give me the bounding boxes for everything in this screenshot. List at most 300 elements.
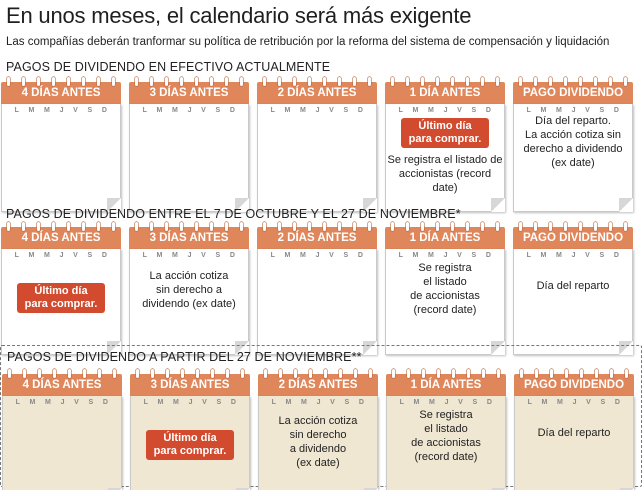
binder-ring-icon [8, 369, 11, 378]
binder-ring-icon [53, 369, 56, 378]
binder-ring-icon [324, 369, 327, 378]
weekday-label: L [143, 399, 149, 406]
last-buy-day-badge [17, 283, 106, 313]
weekday-label: J [443, 107, 448, 114]
binder-ring-icon [226, 369, 229, 378]
weekday-label: S [471, 252, 477, 259]
weekday-label: S [87, 252, 93, 259]
calendar-card-title: 3 DÍAS ANTES [149, 87, 229, 99]
binder-ring-icon [406, 77, 409, 86]
binder-rings [263, 77, 371, 85]
binder-rings [136, 369, 244, 377]
calendar-card-title: 2 DÍAS ANTES [277, 87, 357, 99]
weekday-label: V [73, 252, 79, 259]
weekday-row [515, 396, 633, 406]
binder-ring-icon [22, 222, 25, 231]
calendar-card-header [514, 374, 634, 396]
weekday-label: V [585, 107, 591, 114]
calendar-card-content [514, 279, 632, 293]
weekday-row [258, 249, 376, 259]
binder-ring-icon [294, 369, 297, 378]
weekday-label: M [413, 399, 420, 406]
binder-rings [391, 77, 499, 85]
binder-ring-icon [579, 77, 582, 86]
weekday-label: S [472, 399, 478, 406]
weekday-label: J [572, 399, 577, 406]
weekday-label: M [429, 399, 436, 406]
weekday-row [130, 104, 248, 114]
weekday-label: M [172, 252, 179, 259]
binder-ring-icon [68, 369, 71, 378]
calendar-card-title: PAGO DIVIDENDO [522, 87, 624, 99]
card-text-line: Se registra el listado de [387, 154, 503, 166]
calendar-card-title: 4 DÍAS ANTES [21, 232, 101, 244]
binder-ring-icon [166, 369, 169, 378]
binder-ring-icon [624, 222, 627, 231]
weekday-label: J [59, 107, 64, 114]
calendar-card-title: 3 DÍAS ANTES [149, 232, 229, 244]
card-text-line: La acción cotiza sin [525, 129, 621, 141]
calendar-card-body [130, 396, 250, 490]
weekday-label: S [343, 107, 349, 114]
calendar-card [129, 82, 249, 212]
binder-ring-icon [195, 77, 198, 86]
binder-ring-icon [579, 222, 582, 231]
page-title: En unos meses, el calendario será más exigente [6, 3, 472, 28]
binder-ring-icon [564, 222, 567, 231]
calendar-card-header [258, 374, 378, 396]
binder-ring-icon [196, 369, 199, 378]
badge-line: Último día [418, 120, 472, 132]
weekday-label: S [599, 107, 605, 114]
calendar-card-title: 1 DÍA ANTES [410, 379, 482, 391]
calendar-card-body [257, 249, 377, 355]
card-text-line: el listado [424, 423, 468, 435]
card-text-line: el listado [423, 276, 467, 288]
binder-ring-icon [309, 369, 312, 378]
calendar-card-content [514, 114, 632, 170]
binder-rings [263, 222, 371, 230]
weekday-label: M [428, 107, 435, 114]
weekday-label: M [28, 252, 35, 259]
binder-ring-icon [112, 222, 115, 231]
weekday-label: D [358, 399, 365, 406]
binder-ring-icon [594, 222, 597, 231]
calendar-card [1, 82, 121, 212]
card-text-line: a dividendo [289, 443, 347, 455]
binder-ring-icon [534, 222, 537, 231]
binder-ring-icon [210, 77, 213, 86]
binder-ring-icon [181, 369, 184, 378]
calendar-card-title: 4 DÍAS ANTES [21, 87, 101, 99]
weekday-row [386, 249, 504, 259]
weekday-label: J [315, 252, 320, 259]
weekday-label: M [44, 252, 51, 259]
binder-rings [7, 222, 115, 230]
calendar-card-header [129, 227, 249, 249]
weekday-label: L [14, 107, 20, 114]
weekday-label: V [74, 399, 80, 406]
weekday-row [131, 396, 249, 406]
binder-ring-icon [165, 77, 168, 86]
binder-ring-icon [421, 77, 424, 86]
calendar-card-title: PAGO DIVIDENDO [523, 379, 625, 391]
weekday-label: J [187, 252, 192, 259]
weekday-label: M [44, 107, 51, 114]
calendar-card-body [514, 396, 634, 490]
weekday-label: D [485, 252, 492, 259]
weekday-row [2, 104, 120, 114]
weekday-label: M [28, 107, 35, 114]
weekday-label: M [301, 399, 308, 406]
binder-ring-icon [353, 77, 356, 86]
binder-ring-icon [466, 222, 469, 231]
binder-ring-icon [135, 222, 138, 231]
badge-line: para comprar. [153, 445, 227, 457]
card-text-line: Se registra [419, 409, 473, 421]
weekday-label: V [201, 252, 207, 259]
calendar-card-body [2, 396, 122, 490]
calendar-card-title: 1 DÍA ANTES [409, 87, 481, 99]
binder-rings [519, 222, 627, 230]
card-text-line: Día del reparto [536, 280, 610, 292]
binder-ring-icon [180, 77, 183, 86]
weekday-label: L [398, 107, 404, 114]
binder-ring-icon [406, 222, 409, 231]
binder-ring-icon [436, 222, 439, 231]
calendar-card-title: 2 DÍAS ANTES [278, 379, 358, 391]
card-text-line: Día del reparto [537, 427, 611, 439]
calendar-card-header [130, 374, 250, 396]
calendar-card-content [131, 430, 249, 460]
card-text-line: de accionistas [411, 437, 481, 449]
calendar-card-title: PAGO DIVIDENDO [522, 232, 624, 244]
weekday-label: L [270, 107, 276, 114]
binder-ring-icon [180, 222, 183, 231]
binder-rings [391, 222, 499, 230]
section-heading: PAGOS DE DIVIDENDO EN EFECTIVO ACTUALMENTE [6, 60, 331, 74]
calendar-card-title: 2 DÍAS ANTES [277, 232, 357, 244]
calendar-card-header [513, 82, 633, 104]
weekday-row [386, 104, 504, 114]
binder-ring-icon [338, 222, 341, 231]
weekday-label: M [173, 399, 180, 406]
calendar-card [129, 227, 249, 355]
card-text-line: La acción cotiza [149, 270, 229, 282]
binder-ring-icon [466, 77, 469, 86]
weekday-label: J [571, 107, 576, 114]
card-text-line: de accionistas [410, 290, 480, 302]
binder-ring-icon [264, 369, 267, 378]
section-3 [0, 345, 642, 487]
weekday-label: M [556, 107, 563, 114]
binder-rings [135, 222, 243, 230]
binder-ring-icon [594, 77, 597, 86]
weekday-label: M [284, 252, 291, 259]
weekday-label: M [285, 399, 292, 406]
binder-ring-icon [97, 77, 100, 86]
weekday-label: L [399, 399, 405, 406]
binder-ring-icon [338, 77, 341, 86]
binder-ring-icon [241, 369, 244, 378]
weekday-label: L [271, 399, 277, 406]
calendar-card [1, 227, 121, 355]
binder-rings [392, 369, 500, 377]
weekday-label: M [412, 252, 419, 259]
binder-ring-icon [308, 222, 311, 231]
calendar-card [386, 374, 506, 490]
weekday-label: M [45, 399, 52, 406]
weekday-label: J [571, 252, 576, 259]
binder-ring-icon [278, 77, 281, 86]
binder-ring-icon [549, 77, 552, 86]
card-text-line: (record date) [413, 304, 477, 316]
weekday-label: L [142, 252, 148, 259]
card-text-line: (ex date) [551, 157, 595, 169]
binder-ring-icon [519, 77, 522, 86]
section-heading: PAGOS DE DIVIDENDO ENTRE EL 7 DE OCTUBRE Y EL 27 DE NOVIEMBRE* [6, 207, 461, 221]
binder-ring-icon [565, 369, 568, 378]
calendar-card [385, 227, 505, 355]
binder-ring-icon [421, 222, 424, 231]
weekday-label: D [101, 252, 108, 259]
calendar-card-body [1, 104, 121, 212]
calendar-card [513, 227, 633, 355]
binder-ring-icon [496, 77, 499, 86]
binder-ring-icon [353, 222, 356, 231]
binder-ring-icon [293, 222, 296, 231]
weekday-label: S [599, 252, 605, 259]
weekday-label: D [614, 399, 621, 406]
binder-ring-icon [609, 222, 612, 231]
weekday-label: J [443, 252, 448, 259]
weekday-label: D [101, 107, 108, 114]
calendar-card [514, 374, 634, 490]
badge-line: para comprar. [24, 298, 98, 310]
weekday-label: D [102, 399, 109, 406]
weekday-label: M [300, 107, 307, 114]
binder-ring-icon [38, 369, 41, 378]
binder-ring-icon [323, 77, 326, 86]
weekday-label: V [329, 252, 335, 259]
binder-rings [519, 77, 627, 85]
last-buy-day-badge [146, 430, 235, 460]
weekday-label: V [330, 399, 336, 406]
card-text-line: Se registra [418, 262, 472, 274]
weekday-row [3, 396, 121, 406]
binder-ring-icon [195, 222, 198, 231]
calendar-card-header [1, 227, 121, 249]
binder-ring-icon [240, 77, 243, 86]
weekday-row [259, 396, 377, 406]
calendar-card-content [386, 118, 504, 195]
weekday-label: V [73, 107, 79, 114]
binder-ring-icon [7, 77, 10, 86]
weekday-label: M [156, 252, 163, 259]
binder-ring-icon [520, 369, 523, 378]
weekday-label: M [412, 107, 419, 114]
binder-rings [8, 369, 116, 377]
binder-ring-icon [52, 77, 55, 86]
binder-ring-icon [293, 77, 296, 86]
calendar-card-header [257, 82, 377, 104]
weekday-label: D [229, 107, 236, 114]
weekday-label: D [485, 107, 492, 114]
calendar-card-header [129, 82, 249, 104]
weekday-label: L [526, 107, 532, 114]
binder-ring-icon [550, 369, 553, 378]
binder-ring-icon [98, 369, 101, 378]
binder-ring-icon [549, 222, 552, 231]
binder-ring-icon [451, 222, 454, 231]
weekday-row [514, 249, 632, 259]
card-text-line: derecho a dividendo [523, 143, 623, 155]
binder-ring-icon [83, 369, 86, 378]
binder-ring-icon [97, 222, 100, 231]
binder-ring-icon [37, 77, 40, 86]
weekday-label: M [284, 107, 291, 114]
binder-ring-icon [436, 77, 439, 86]
binder-ring-icon [437, 369, 440, 378]
binder-ring-icon [535, 369, 538, 378]
binder-ring-icon [135, 77, 138, 86]
binder-ring-icon [23, 369, 26, 378]
binder-rings [520, 369, 628, 377]
weekday-label: J [59, 252, 64, 259]
binder-ring-icon [151, 369, 154, 378]
binder-ring-icon [481, 222, 484, 231]
binder-ring-icon [354, 369, 357, 378]
calendar-card-header [385, 227, 505, 249]
binder-ring-icon [211, 369, 214, 378]
calendar-card-body [513, 249, 633, 355]
section-2 [0, 203, 642, 340]
binder-ring-icon [22, 77, 25, 86]
binder-ring-icon [625, 369, 628, 378]
calendar-card [130, 374, 250, 490]
weekday-label: D [613, 252, 620, 259]
weekday-label: S [344, 399, 350, 406]
weekday-label: L [14, 252, 20, 259]
calendar-card [385, 82, 505, 212]
binder-ring-icon [67, 222, 70, 231]
weekday-label: V [586, 399, 592, 406]
binder-ring-icon [496, 222, 499, 231]
card-text-line: sin derecho [289, 429, 347, 441]
weekday-label: L [526, 252, 532, 259]
weekday-label: D [357, 107, 364, 114]
calendar-card [257, 227, 377, 355]
weekday-row [130, 249, 248, 259]
calendar-card [513, 82, 633, 212]
calendar-card-header [2, 374, 122, 396]
calendar-card-body [1, 249, 121, 355]
calendar-card-header [1, 82, 121, 104]
last-buy-day-badge [401, 118, 490, 148]
binder-ring-icon [225, 222, 228, 231]
calendar-card [257, 82, 377, 212]
calendar-card-content [259, 414, 377, 470]
page-subtitle: Las compañías deberán tranformar su política de retribución por la reforma del sistema de compensación y liquidación [6, 36, 610, 48]
weekday-label: M [156, 107, 163, 114]
weekday-label: L [142, 107, 148, 114]
binder-ring-icon [263, 222, 266, 231]
card-text-line: dividendo (ex date) [142, 298, 236, 310]
weekday-label: V [201, 107, 207, 114]
calendar-card-body [129, 249, 249, 355]
calendar-card-header [513, 227, 633, 249]
weekday-label: D [613, 107, 620, 114]
calendar-card-body [258, 396, 378, 490]
calendar-card-content [130, 269, 248, 311]
binder-ring-icon [391, 222, 394, 231]
binder-ring-icon [225, 77, 228, 86]
calendar-card-body [129, 104, 249, 212]
binder-ring-icon [67, 77, 70, 86]
binder-ring-icon [210, 222, 213, 231]
binder-ring-icon [82, 222, 85, 231]
weekday-label: J [188, 399, 193, 406]
binder-ring-icon [580, 369, 583, 378]
weekday-row [514, 104, 632, 114]
binder-ring-icon [278, 222, 281, 231]
binder-ring-icon [368, 222, 371, 231]
binder-ring-icon [7, 222, 10, 231]
calendar-card-title: 4 DÍAS ANTES [22, 379, 102, 391]
weekday-row [2, 249, 120, 259]
binder-ring-icon [323, 222, 326, 231]
weekday-label: M [556, 252, 563, 259]
weekday-label: S [87, 107, 93, 114]
calendar-card-title: 3 DÍAS ANTES [150, 379, 230, 391]
card-text-line: Día del reparto. [535, 115, 611, 127]
calendar-card-title: 1 DÍA ANTES [409, 232, 481, 244]
calendar-card-header [257, 227, 377, 249]
weekday-label: S [343, 252, 349, 259]
binder-ring-icon [482, 369, 485, 378]
binder-ring-icon [519, 222, 522, 231]
calendar-card-content [387, 408, 505, 464]
binder-ring-icon [113, 369, 116, 378]
binder-ring-icon [467, 369, 470, 378]
binder-ring-icon [392, 369, 395, 378]
binder-ring-icon [368, 77, 371, 86]
weekday-row [258, 104, 376, 114]
weekday-label: J [444, 399, 449, 406]
binder-ring-icon [534, 77, 537, 86]
weekday-label: V [457, 252, 463, 259]
binder-ring-icon [240, 222, 243, 231]
weekday-label: L [15, 399, 21, 406]
binder-ring-icon [279, 369, 282, 378]
binder-ring-icon [452, 369, 455, 378]
binder-ring-icon [369, 369, 372, 378]
calendar-card-header [386, 374, 506, 396]
binder-ring-icon [391, 77, 394, 86]
weekday-label: M [557, 399, 564, 406]
binder-ring-icon [407, 369, 410, 378]
binder-ring-icon [308, 77, 311, 86]
weekday-label: S [88, 399, 94, 406]
calendar-card-content [515, 426, 633, 440]
binder-ring-icon [481, 77, 484, 86]
calendar-card [258, 374, 378, 490]
binder-ring-icon [610, 369, 613, 378]
binder-ring-icon [112, 77, 115, 86]
weekday-label: J [60, 399, 65, 406]
binder-ring-icon [609, 77, 612, 86]
weekday-label: V [202, 399, 208, 406]
